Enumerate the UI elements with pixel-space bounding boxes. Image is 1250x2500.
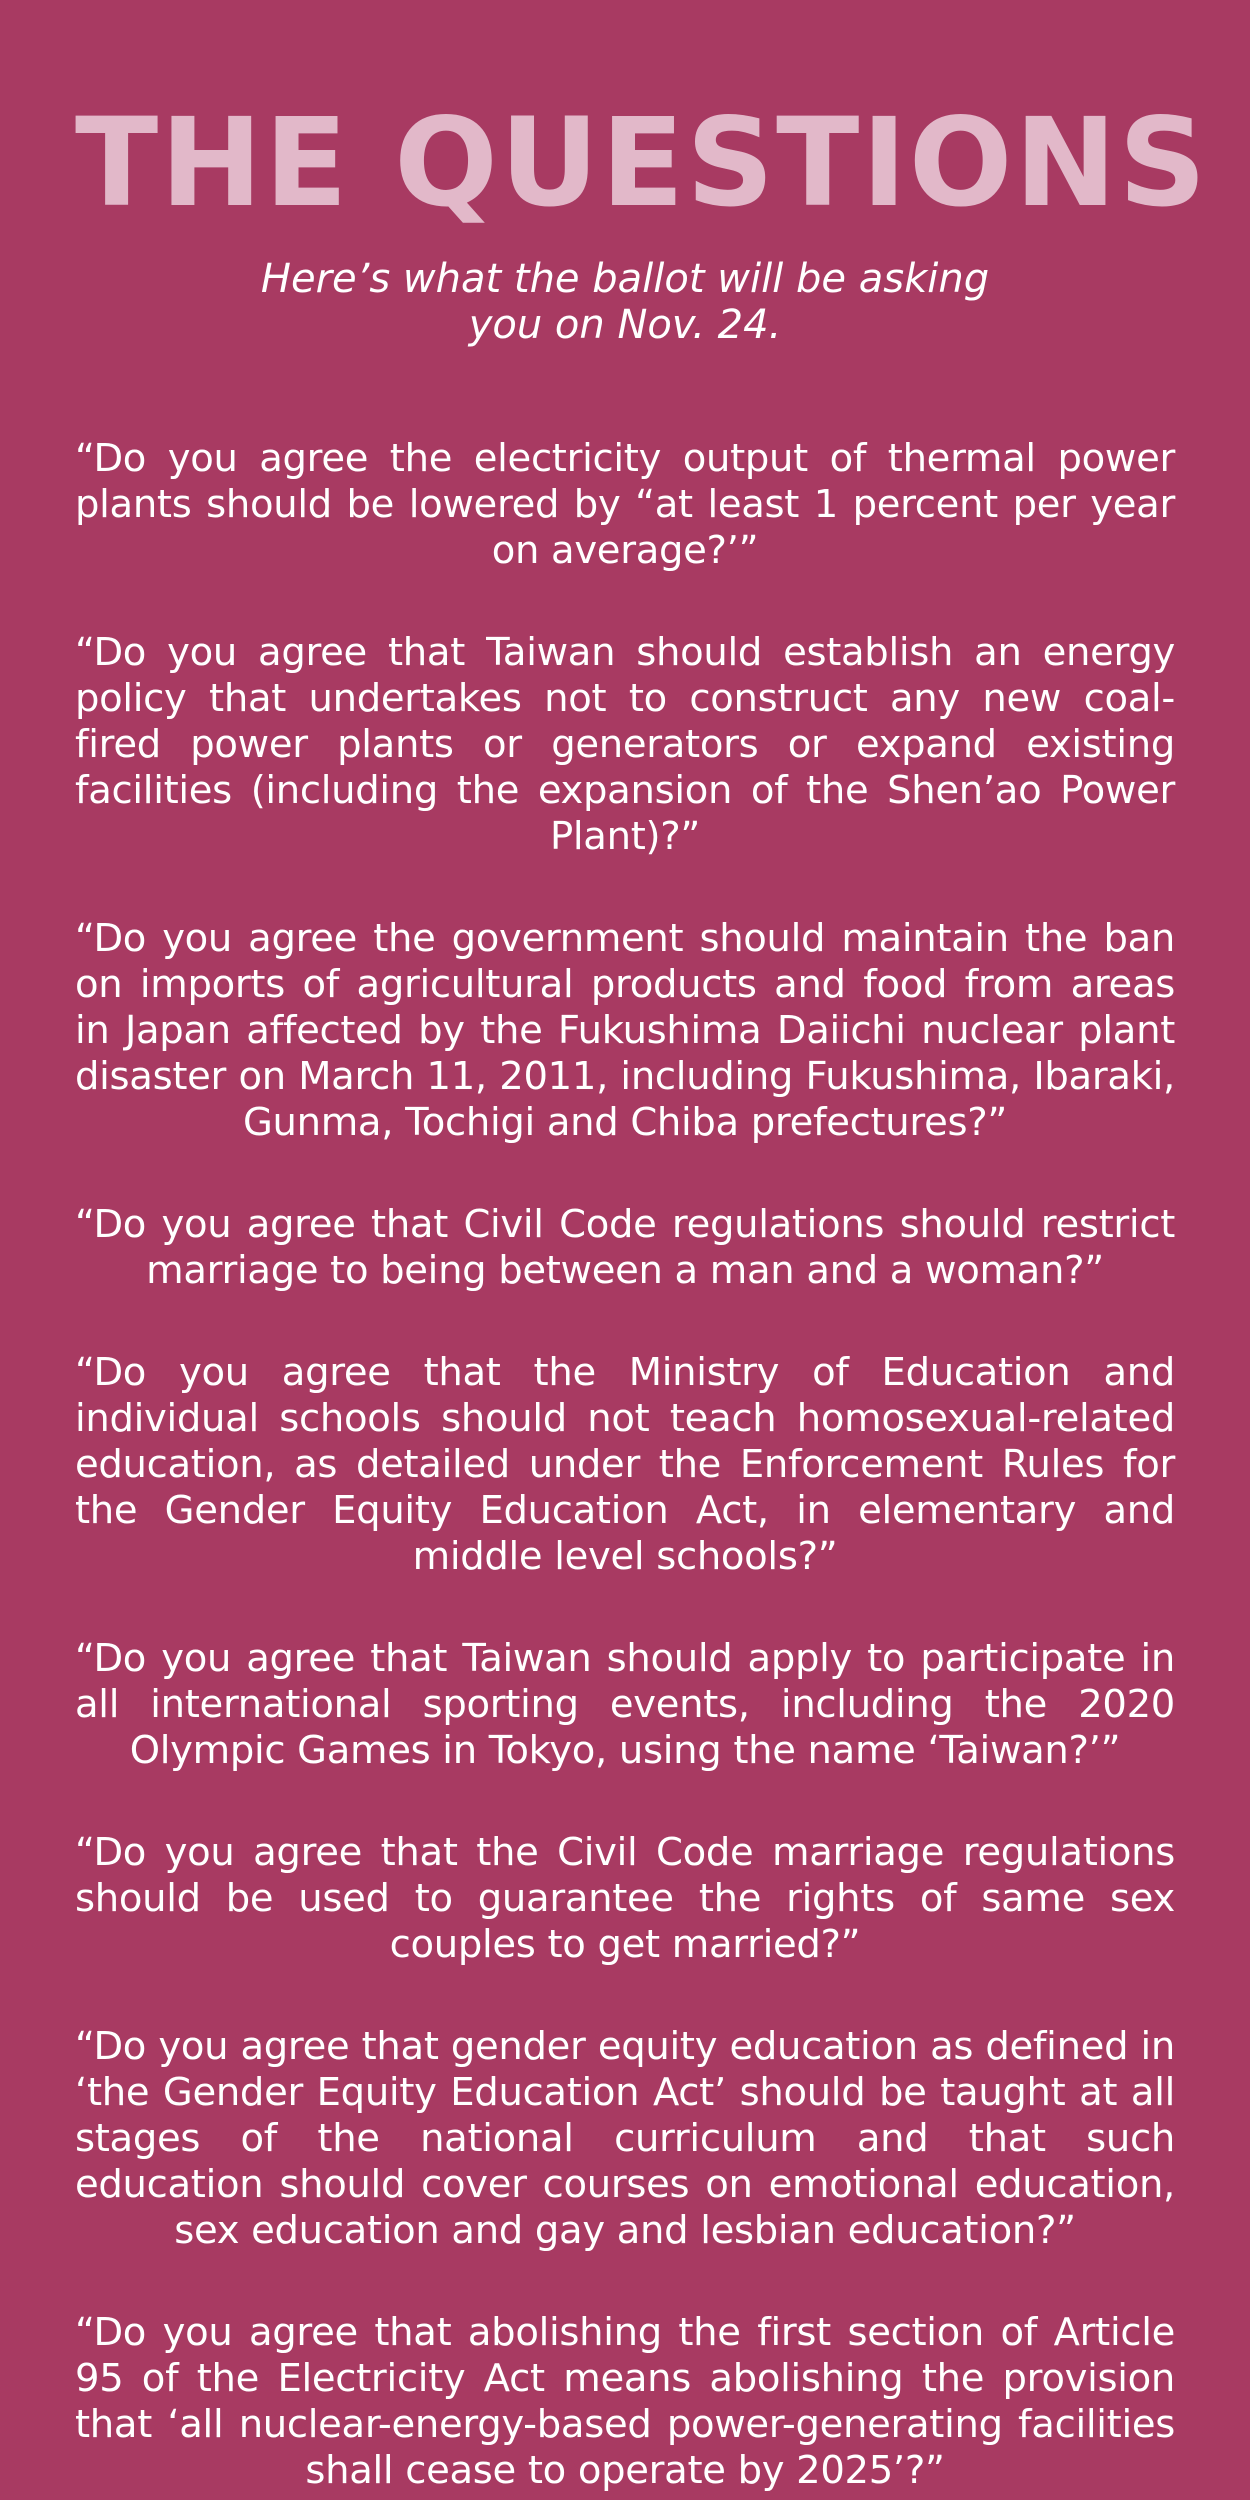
page-title: THE QUESTIONS [75, 92, 1209, 234]
question-9: “Do you agree that abolishing the first section of Article 95 of the Electricity Act means abolishing the provision that ‘all nuclear-energy-based power-generating facilities shall cease to operate by 2025’?” [75, 2310, 1175, 2493]
questions-list [75, 436, 1175, 2494]
question-1: “Do you agree the electricity output of thermal power plants should be lowered by “at least 1 percent per year on average?’” [75, 436, 1175, 573]
question-7: “Do you agree that the Civil Code marriage regulations should be used to guarantee the rights of same sex couples to get married?” [75, 1830, 1175, 1967]
question-2: “Do you agree that Taiwan should establish an energy policy that undertakes not to construct any new coal-fired power plants or generators or expand existing facilities (including the expansion of the Shen’ao Power Plant)?” [75, 630, 1175, 859]
question-5: “Do you agree that the Ministry of Education and individual schools should not teach homosexual-related education, as detailed under the Enforcement Rules for the Gender Equity Education Act, in elementary and middle level schools?” [75, 1350, 1175, 1579]
question-3: “Do you agree the government should maintain the ban on imports of agricultural products and food from areas in Japan affected by the Fukushima Daiichi nuclear plant disaster on March 11, 2011, including Fukushima, Ibaraki, Gunma, Tochigi and Chiba prefectures?” [75, 916, 1175, 1145]
question-6: “Do you agree that Taiwan should apply to participate in all international sporting events, including the 2020 Olympic Games in Tokyo, using the name ‘Taiwan?’” [75, 1636, 1175, 1773]
question-8: “Do you agree that gender equity education as defined in ‘the Gender Equity Education Act’ should be taught at all stages of the national curriculum and that such education should cover courses on emotional education, sex education and gay and lesbian education?” [75, 2024, 1175, 2253]
question-4: “Do you agree that Civil Code regulations should restrict marriage to being between a man and a woman?” [75, 1202, 1175, 1293]
page-subtitle: Here’s what the ballot will be asking you on Nov. 24. [260, 256, 990, 348]
